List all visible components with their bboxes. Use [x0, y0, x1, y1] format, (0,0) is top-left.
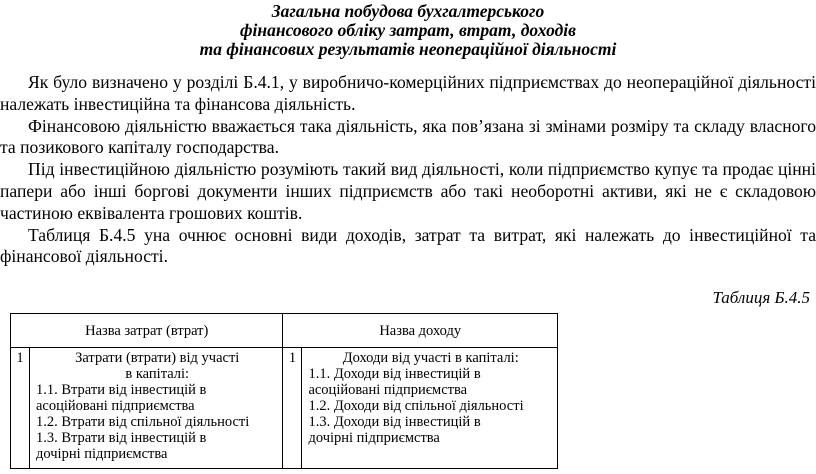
costs-item: асоційовані підприємства: [36, 398, 195, 414]
costs-cell: [30, 348, 283, 469]
costs-title-line-2: в капіталі:: [125, 366, 190, 382]
table-row: [11, 348, 558, 469]
title-line-2: фінансового обліку затрат, втрат, доходів: [240, 20, 576, 40]
income-item: 1.2. Доходи від спільної діяльності: [308, 398, 524, 414]
title-line-3: та фінансових результатів неопераційної діяльності: [199, 39, 617, 59]
paragraph-1: Як було визначено у розділі Б.4.1, у виробничо-комерційних підприємствах до неопераційної діяльності належать інвестиційна та фінансова діяльність.: [0, 72, 816, 114]
income-item: дочірні підприємства: [308, 430, 440, 446]
body-text: [0, 72, 816, 268]
row-number-left: 1: [11, 348, 30, 469]
title-line-1: Загальна побудова бухгалтерського: [271, 1, 545, 21]
header-income: Назва доходу: [283, 314, 558, 348]
costs-item: 1.2. Втрати від спільної діяльності: [36, 414, 250, 430]
paragraph-2: Фінансовою діяльністю вважається така діяльність, яка пов’язана зі змінами розміру та складу власного та позикового капіталу господарства.: [0, 115, 816, 158]
income-title: Доходи від участі в капіталі:: [342, 350, 519, 366]
table-header-row: [11, 314, 558, 348]
costs-item: 1.1. Втрати від інвестицій в: [36, 382, 207, 398]
income-item: асоційовані підприємства: [308, 382, 468, 398]
costs-item: дочірні підприємства: [36, 446, 168, 462]
header-costs: Назва затрат (втрат): [11, 314, 283, 348]
paragraph-4: Таблиця Б.4.5 уна очнює основні види доходів, затрат та витрат, які належать до інвестиційної та фінансової діяльності.: [0, 224, 816, 267]
row-number-right: 1: [283, 348, 302, 469]
costs-title-line-1: Затрати (втрати) від участі: [75, 350, 240, 366]
income-item: 1.1. Доходи від інвестицій в: [308, 366, 481, 382]
table-caption: Таблиця Б.4.5: [712, 288, 810, 307]
income-item: 1.3. Доходи від інвестицій в: [308, 414, 481, 430]
income-cell: [302, 348, 558, 469]
paragraph-3: Під інвестиційною діяльністю розуміють такий вид діяльності, коли підприємство купує та продає цінні папери або інші боргові документи інших підприємств або такі необоротні активи, які не є складовою частиною еквівалента грошових коштів.: [0, 159, 816, 223]
income-costs-table: [10, 313, 558, 469]
document-title: [0, 2, 816, 59]
costs-item: 1.3. Втрати від інвестицій в: [36, 430, 207, 446]
